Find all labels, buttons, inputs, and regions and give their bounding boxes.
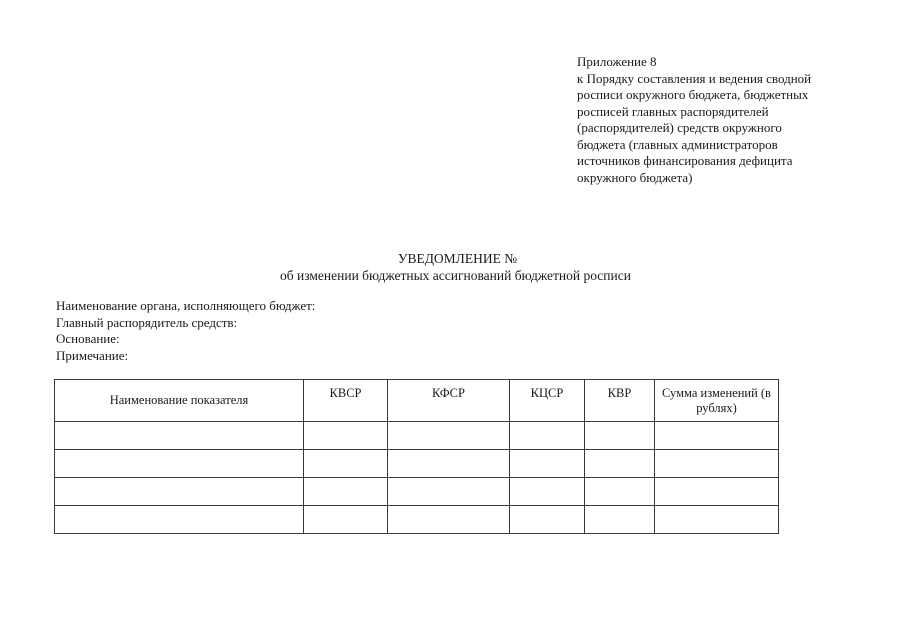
field-chief-manager: Главный распорядитель средств:	[56, 314, 238, 330]
table-cell	[655, 478, 779, 506]
appendix-note	[577, 54, 877, 186]
header-kvr: КВР	[585, 380, 655, 422]
table-cell	[388, 450, 510, 478]
appendix-line: к Порядку составления и ведения сводной	[577, 70, 812, 86]
table-cell	[304, 506, 388, 534]
table-cell	[55, 450, 304, 478]
table-cell	[585, 506, 655, 534]
field-budget-executor: Наименование органа, исполняющего бюджет:	[56, 298, 316, 313]
notice-heading	[0, 250, 905, 284]
table-cell	[388, 422, 510, 450]
table-cell	[655, 450, 779, 478]
table-cell	[55, 422, 304, 450]
table-header-row	[55, 380, 779, 422]
table-cell	[655, 506, 779, 534]
table-cell	[55, 506, 304, 534]
table-cell	[510, 450, 585, 478]
appendix-line: росписей главных распорядителей	[577, 103, 769, 119]
table-row	[55, 450, 779, 478]
table-cell	[510, 506, 585, 534]
table-cell	[304, 450, 388, 478]
appendix-line: бюджета (главных администраторов	[577, 136, 778, 152]
appendix-line: источников финансирования дефицита	[577, 153, 793, 168]
field-basis: Основание:	[56, 331, 120, 346]
header-change-amount: Сумма изменений (в рублях)	[655, 380, 779, 422]
table-cell	[655, 422, 779, 450]
field-note: Примечание:	[56, 347, 129, 363]
table-row	[55, 506, 779, 534]
header-indicator-name: Наименование показателя	[55, 380, 304, 422]
table-row	[55, 478, 779, 506]
table-cell	[585, 450, 655, 478]
table-cell	[304, 422, 388, 450]
table-cell	[304, 478, 388, 506]
notice-subtitle: об изменении бюджетных ассигнований бюджетной росписи	[280, 268, 631, 283]
table-cell	[585, 478, 655, 506]
table-cell	[585, 422, 655, 450]
header-kfsr: КФСР	[388, 380, 510, 422]
table-cell	[55, 478, 304, 506]
table-cell	[388, 478, 510, 506]
header-kvsr: КВСР	[304, 380, 388, 422]
notice-title: УВЕДОМЛЕНИЕ №	[397, 251, 518, 266]
header-kcsr: КЦСР	[510, 380, 585, 422]
table-cell	[510, 478, 585, 506]
appendix-line: Приложение 8	[577, 54, 657, 69]
appendix-line: росписи окружного бюджета, бюджетных	[577, 87, 809, 102]
table-cell	[388, 506, 510, 534]
table-row	[55, 422, 779, 450]
changes-table	[54, 379, 779, 534]
table-cell	[510, 422, 585, 450]
notice-fields	[56, 298, 315, 364]
appendix-line: (распорядителей) средств окружного	[577, 120, 782, 135]
appendix-line: окружного бюджета)	[577, 169, 693, 185]
